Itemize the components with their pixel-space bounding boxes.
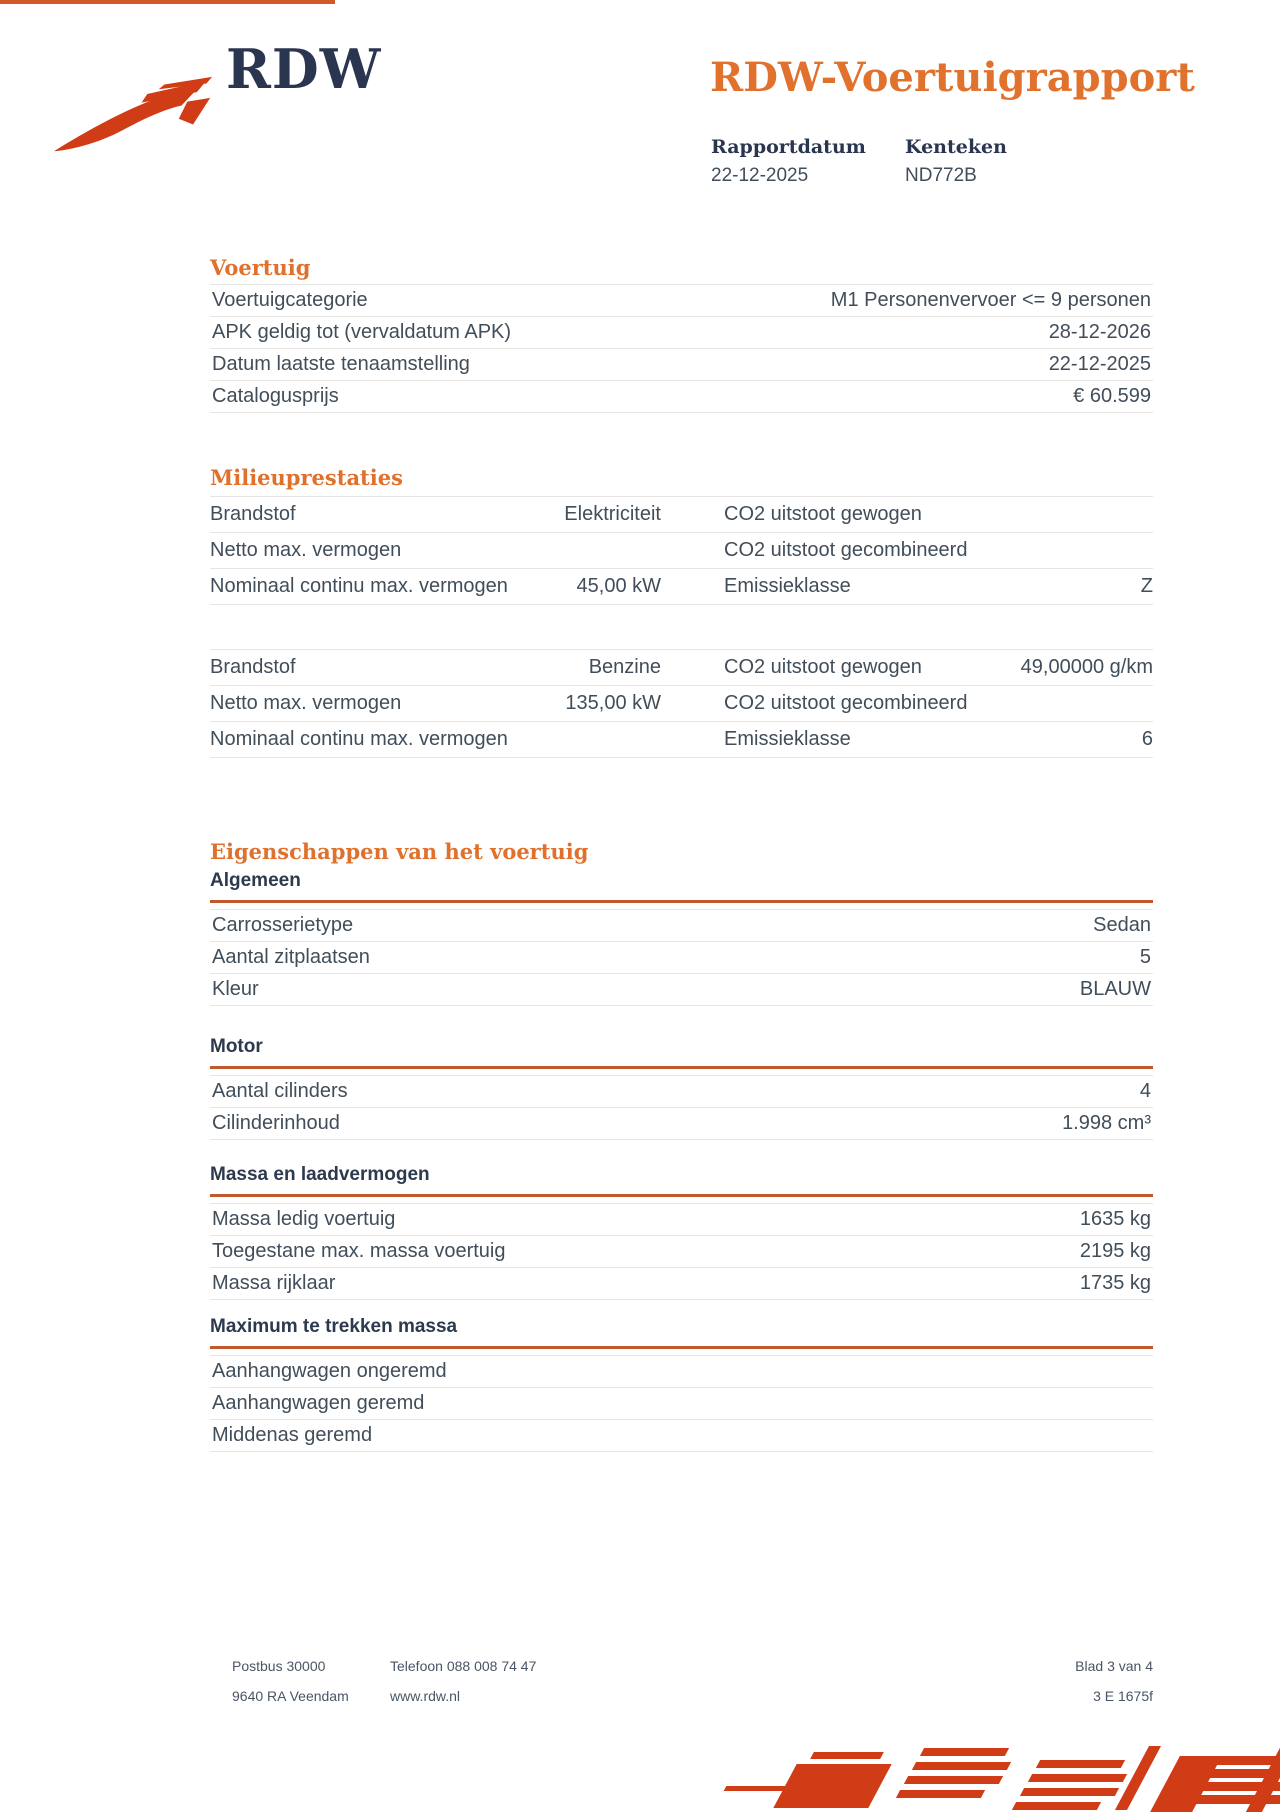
- table-row: [210, 1268, 1153, 1300]
- row-label: Netto max. vermogen: [210, 692, 402, 714]
- row-value: Z: [1140, 575, 1153, 597]
- footer-form-code: 3 E 1675f: [1093, 1688, 1153, 1704]
- row-label: CO2 uitstoot gecombineerd: [724, 539, 968, 561]
- subsection-maximum-trekken-massa: [210, 1316, 1153, 1452]
- row-label: Netto max. vermogen: [210, 539, 402, 561]
- report-date-value: 22-12-2025: [711, 165, 809, 186]
- row-label: Carrosserietype: [212, 914, 354, 936]
- orange-rule: [210, 1066, 1153, 1069]
- row-label: Brandstof: [210, 656, 296, 678]
- subsection-title: Massa en laadvermogen: [210, 1164, 430, 1185]
- footer-address-line2: 9640 RA Veendam: [232, 1688, 349, 1704]
- table-row: [210, 910, 1153, 942]
- milieu-table-petrol: [210, 649, 1153, 758]
- footer-page-indicator: Blad 3 van 4: [1075, 1658, 1153, 1674]
- row-label: Brandstof: [210, 503, 296, 525]
- table-row: [210, 533, 1153, 569]
- row-value: 1735 kg: [1079, 1272, 1151, 1294]
- table-row: [210, 497, 1153, 533]
- row-label: Aanhangwagen geremd: [212, 1392, 425, 1414]
- row-value: 49,00000 g/km: [1020, 656, 1153, 678]
- row-value: 1.998 cm³: [1062, 1112, 1151, 1134]
- table-row: [210, 1356, 1153, 1388]
- massa-table: [210, 1203, 1153, 1300]
- subsection-title: Motor: [210, 1036, 263, 1057]
- table-row: [210, 1420, 1153, 1452]
- row-label: Nominaal continu max. vermogen: [210, 575, 508, 597]
- subsection-motor: [210, 1036, 1153, 1140]
- row-value: 28-12-2026: [1048, 321, 1151, 343]
- section-eigenschappen: [210, 840, 1153, 864]
- row-label: Nominaal continu max. vermogen: [210, 728, 508, 750]
- row-label: Aanhangwagen ongeremd: [212, 1360, 447, 1382]
- table-row: [210, 722, 1153, 758]
- row-label: APK geldig tot (vervaldatum APK): [212, 321, 512, 343]
- footer-website: www.rdw.nl: [390, 1688, 461, 1704]
- footer-stripes-graphic: [620, 1740, 1280, 1812]
- rdw-logo-swoosh-icon: [52, 76, 214, 154]
- section-heading: Voertuig: [210, 255, 311, 280]
- algemeen-table: [210, 909, 1153, 1006]
- footer-phone: Telefoon 088 008 74 47: [390, 1658, 537, 1674]
- orange-rule: [210, 1346, 1153, 1349]
- row-label: Massa rijklaar: [212, 1272, 336, 1294]
- row-label: Toegestane max. massa voertuig: [212, 1240, 506, 1262]
- table-row: [210, 1388, 1153, 1420]
- row-value: 4: [1139, 1080, 1151, 1102]
- row-label: CO2 uitstoot gewogen: [724, 656, 922, 678]
- table-row: [210, 942, 1153, 974]
- motor-table: [210, 1075, 1153, 1140]
- row-label: Massa ledig voertuig: [212, 1208, 396, 1230]
- trekken-massa-table: [210, 1355, 1153, 1452]
- row-value: 5: [1139, 946, 1151, 968]
- row-value: 2195 kg: [1079, 1240, 1151, 1262]
- row-value: 1635 kg: [1079, 1208, 1151, 1230]
- rdw-logo-text: RDW: [226, 37, 382, 101]
- row-label: Emissieklasse: [724, 728, 851, 750]
- row-label: Catalogusprijs: [212, 385, 339, 407]
- row-label: CO2 uitstoot gecombineerd: [724, 692, 968, 714]
- footer-address-line1: Postbus 30000: [232, 1658, 326, 1674]
- row-label: Voertuigcategorie: [212, 289, 368, 311]
- section-voertuig: [210, 256, 1153, 413]
- table-row: [210, 285, 1153, 317]
- voertuig-table: [210, 284, 1153, 413]
- license-plate-value: ND772B: [905, 165, 977, 186]
- table-row: [210, 650, 1153, 686]
- row-value: Benzine: [588, 656, 661, 678]
- table-row: [210, 349, 1153, 381]
- row-value: 45,00 kW: [576, 575, 661, 597]
- section-heading: Eigenschappen van het voertuig: [210, 839, 589, 864]
- table-row: [210, 1236, 1153, 1268]
- row-label: Datum laatste tenaamstelling: [212, 353, 470, 375]
- row-label: Emissieklasse: [724, 575, 851, 597]
- table-row: [210, 1076, 1153, 1108]
- table-row: [210, 974, 1153, 1006]
- subsection-title: Maximum te trekken massa: [210, 1316, 458, 1337]
- subsection-massa: [210, 1164, 1153, 1300]
- row-label: Cilinderinhoud: [212, 1112, 340, 1134]
- orange-rule: [210, 900, 1153, 903]
- row-label: Kleur: [212, 978, 259, 1000]
- table-row: [210, 1204, 1153, 1236]
- orange-rule: [210, 1194, 1153, 1197]
- subsection-algemeen: [210, 870, 1153, 1006]
- row-value: M1 Personenvervoer <= 9 personen: [830, 289, 1151, 311]
- document-title: RDW-Voertuigrapport: [710, 54, 1195, 101]
- section-heading: Milieuprestaties: [210, 465, 403, 490]
- table-row: [210, 381, 1153, 413]
- license-plate-label: Kenteken: [905, 136, 1007, 158]
- report-date-label: Rapportdatum: [711, 136, 866, 158]
- section-milieuprestaties: [210, 466, 1153, 758]
- table-row: [210, 686, 1153, 722]
- row-value: 22-12-2025: [1048, 353, 1151, 375]
- row-label: CO2 uitstoot gewogen: [724, 503, 922, 525]
- row-label: Aantal zitplaatsen: [212, 946, 370, 968]
- table-row: [210, 1108, 1153, 1140]
- milieu-table-electric: [210, 496, 1153, 605]
- row-value: € 60.599: [1073, 385, 1151, 407]
- row-value: 135,00 kW: [565, 692, 661, 714]
- row-value: 6: [1141, 728, 1153, 750]
- table-row: [210, 569, 1153, 605]
- row-value: Elektriciteit: [564, 503, 661, 525]
- scan-artifact-line: [0, 0, 335, 4]
- row-value: Sedan: [1093, 914, 1151, 936]
- row-label: Aantal cilinders: [212, 1080, 348, 1102]
- row-label: Middenas geremd: [212, 1424, 373, 1446]
- subsection-title: Algemeen: [210, 870, 301, 891]
- table-row: [210, 317, 1153, 349]
- row-value: BLAUW: [1079, 978, 1151, 1000]
